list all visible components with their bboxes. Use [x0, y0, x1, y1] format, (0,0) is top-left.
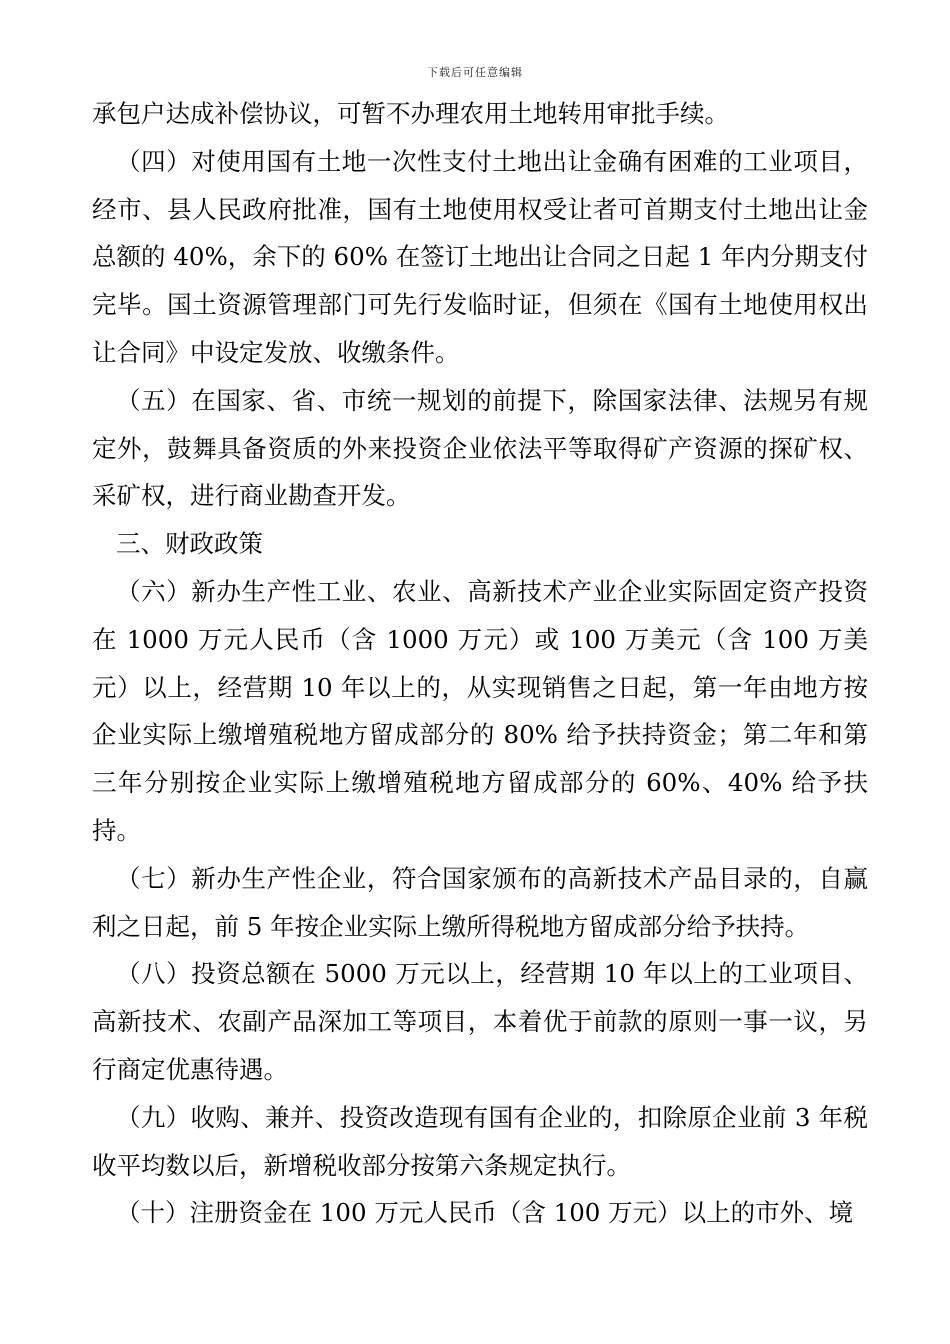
paragraph-item-10: （十）注册资金在 100 万元人民币（含 100 万元）以上的市外、境	[116, 1198, 854, 1228]
paragraph-item-8: （八）投资总额在 5000 万元以上，经营期 10 年以上的工业项目、高新技术、农副产品深加工等项目，本着优于前款的原则一事一议，另行商定优惠待遇。	[92, 959, 868, 1084]
paragraph-item-9: （九）收购、兼并、投资改造现有国有企业的，扣除原企业前 3 年税收平均数以后，新增税收部分按第六条规定执行。	[92, 1102, 868, 1180]
page-header: 下载后可任意编辑	[427, 66, 523, 79]
paragraph-item-7: （七）新办生产性企业，符合国家颁布的高新技术产品目录的，自赢利之日起，前 5 年按企业实际上缴所得税地方留成部分给予扶持。	[92, 863, 868, 941]
paragraph-item-5: （五）在国家、省、市统一规划的前提下，除国家法律、法规另有规定外，鼓舞具备资质的外来投资企业依法平等取得矿产资源的探矿权、采矿权，进行商业勘查开发。	[92, 385, 868, 511]
document-body	[92, 90, 868, 1237]
paragraph-item-6: （六）新办生产性工业、农业、高新技术产业企业实际固定资产投资在 1000 万元人民币（含 1000 万元）或 100 万美元（含 100 万美元）以上，经营期 10 年以上的，从实现销售之日起，第一年由地方按企业实际上缴增殖税地方留成部分的 80% 给予扶持资金；第二年和第三年分别按企业实际上缴增殖税地方留成部分的 60%、40% 给予扶持。	[92, 576, 868, 845]
paragraph-item-4: （四）对使用国有土地一次性支付土地出让金确有困难的工业项目，经市、县人民政府批准，国有土地使用权受让者可首期支付土地出让金总额的 40%，余下的 60% 在签订土地出让合同之日起 1 年内分期支付完毕。国土资源管理部门可先行发临时证，但须在《国有土地使用权出让合同》中设定发放、收缴条件。	[92, 146, 868, 367]
paragraph-continuation: 承包户达成补偿协议，可暂不办理农用土地转用审批手续。	[92, 99, 729, 128]
section-heading-fiscal-policy: 三、财政政策	[116, 529, 263, 559]
